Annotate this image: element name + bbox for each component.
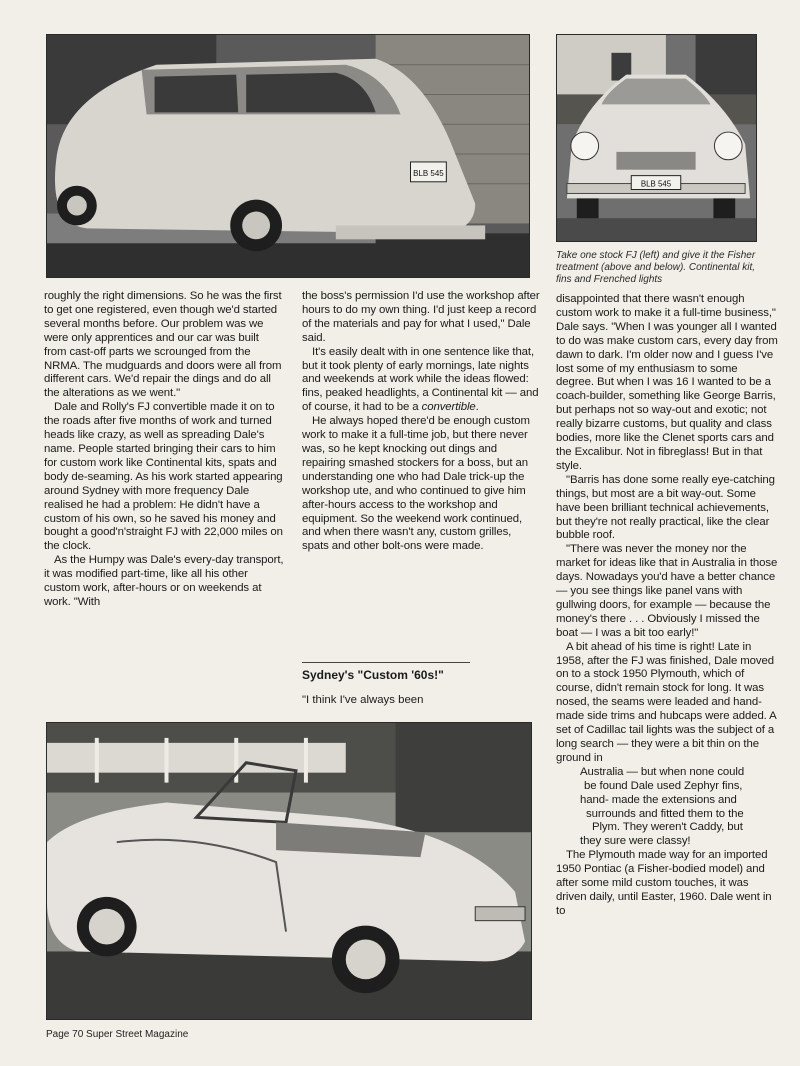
text-line: Australia — but when none could xyxy=(580,765,745,778)
wrapped-text-block xyxy=(556,766,778,849)
paragraph-text: It's easily dealt with in one sentence like that, but it took plenty of early mornings, late nights and weekends at work while the ideas flowed: fins, peaked headlights, a Continental kit — and of course, it had to be a xyxy=(302,345,539,414)
sedan-plate: BLB 545 xyxy=(413,168,444,178)
photo-custom-fj-front xyxy=(556,34,757,242)
paragraph: As the Humpy was Dale's every-day transport, it was modified part-time, like all his other custom work, after-hours or on weekends at work. "With xyxy=(44,554,284,608)
section-subheading: Sydney's "Custom '60s!" xyxy=(302,662,470,683)
text-line: they sure were classy! xyxy=(580,835,691,848)
paragraph: "Barris has done some really eye-catching things, but most are a bit way-out. Some have been brilliant technical achievements, but they're not really practical, like the clear bubble roof. xyxy=(556,473,775,542)
photo-custom-fj-convertible xyxy=(46,722,532,1020)
paragraph: A bit ahead of his time is right! Late in 1958, after the FJ was finished, Dale moved on to a stock 1950 Plymouth, which of course, didn't remain stock for long. It was nosed, the seams were leaded and hand-made side trims and hubcaps were added. A set of Cadillac tail lights was the subject of a long search — they were a bit thin on the ground in xyxy=(556,640,777,764)
paragraph: the boss's permission I'd use the workshop after hours to do my own thing. I'd just keep a record of the materials and pay for what I used," Dale said. xyxy=(302,290,540,344)
text-line: Plym. They weren't Caddy, but xyxy=(592,821,743,834)
article-column-2-continued xyxy=(302,694,540,708)
emphasis-text: convertible xyxy=(421,401,476,414)
paragraph: disappointed that there wasn't enough custom work to make it a full-time business," Dale says. "When I was younger all I wanted to do was make custom cars, every day from dawn to dark. I'm older now and I guess I've lost some of my enthusiasm to some degree. But when I was 16 I wanted to be a coach-builder, something like George Barris, but perhaps not so way-out and exotic; not really bizarre customs, but quality and class bodies, more like the Clenet sports cars and the Excalibur. Not in fibreglass! But in that style. xyxy=(556,293,778,472)
paragraph: roughly the right dimensions. So he was the first to get one registered, even though we'd started several months before. Our problem was we were only apprentices and our car was built from cast-off parts we scrounged from the NRMA. The mudguards and doors were all from different cars. We'd repair the dings and do all the alterations as we went." xyxy=(44,290,282,400)
paragraph-text: . xyxy=(475,401,479,414)
paragraph: Dale and Rolly's FJ convertible made it on to the roads after five months of work and turned heads like crazy, as well as spreading Dale's name. People started bringing their cars to him for custom work like Continental kits, spats and body de-seaming. As his work started appearing around Sydney with more frequency Dale realised he had a problem: He didn't have a custom of his own, so he saved his money and bought a good'n'straight FJ with 22,000 miles on the clock. xyxy=(44,401,283,553)
text-line: be found Dale used Zephyr fins, xyxy=(584,779,743,792)
paragraph: "There was never the money nor the market for ideas like that in Australia in those days. Nowadays you'd have a better chance — you see things like panel vans with gullwing doors, for example — because the money's there . . . Obviously I missed the boat — I was a bit too early!" xyxy=(556,543,778,639)
article-column-2 xyxy=(302,290,540,554)
article-column-1 xyxy=(44,290,284,610)
page-footer: Page 70 Super Street Magazine xyxy=(46,1029,189,1040)
front-plate: BLB 545 xyxy=(640,179,672,189)
paragraph: He always hoped there'd be enough custom work to make it a full-time job, but there never was, so he kept knocking out dings and repairing smashed stockers for a boss, but an understanding one who had Dale trick-up the workshop ute, and who continued to give him after-hours access to the workshop and equipment. So the weekend work continued, and when there wasn't any, custom grilles, spats and other bolt-ons were made. xyxy=(302,415,530,553)
text-line: hand- made the extensions and xyxy=(580,793,737,806)
photo-stock-fj-sedan xyxy=(46,34,530,278)
article-column-3 xyxy=(556,293,778,919)
paragraph: The Plymouth made way for an imported 1950 Pontiac (a Fisher-bodied model) and after some mild custom touches, it was driven daily, until Easter, 1960. Dale went in to xyxy=(556,849,772,917)
text-line: surrounds and fitted them to the xyxy=(586,807,744,820)
paragraph: "I think I've always been xyxy=(302,694,424,706)
paragraph xyxy=(302,346,540,416)
photo-caption: Take one stock FJ (left) and give it the Fisher treatment (above and below). Continental kit, fins and Frenched lights xyxy=(556,250,756,285)
